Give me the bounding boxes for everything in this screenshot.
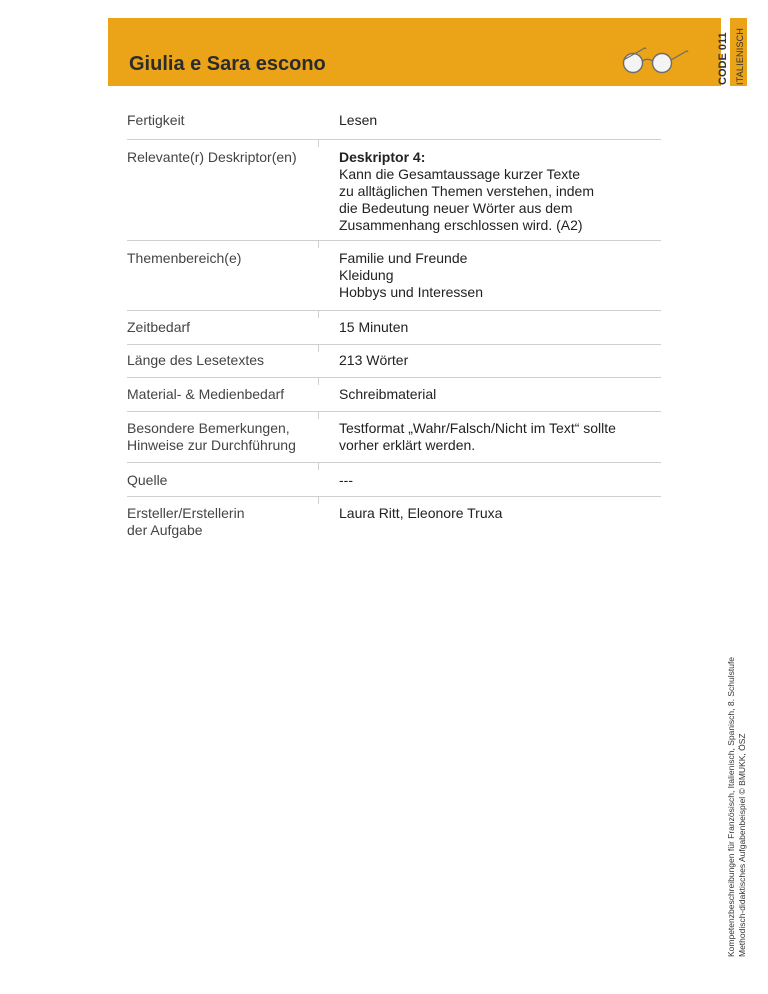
- row-divider: [127, 377, 661, 386]
- row-divider: [127, 462, 661, 471]
- row-label: Quelle: [127, 472, 168, 488]
- row-label: Ersteller/Erstellerin der Aufgabe: [127, 505, 245, 538]
- row-label: Besondere Bemerkungen, Hinweise zur Durchführung: [127, 420, 296, 453]
- footer-line-2: Methodisch-didaktisches Aufgabenbeispiel © BMUKK, ÖSZ: [737, 733, 747, 957]
- row-value: Schreibmaterial: [339, 386, 437, 402]
- row-divider: [127, 411, 661, 420]
- row-divider: [127, 310, 661, 319]
- header-banner: [108, 18, 721, 86]
- row-value: 15 Minuten: [339, 319, 409, 335]
- code-label: CODE 011: [717, 32, 729, 85]
- row-value: ---: [339, 472, 353, 488]
- row-value: Laura Ritt, Eleonore Truxa: [339, 505, 503, 521]
- row-value: 213 Wörter: [339, 352, 409, 368]
- descriptor-heading: Deskriptor 4:: [339, 149, 426, 165]
- row-label: Relevante(r) Deskriptor(en): [127, 149, 297, 165]
- row-value: Deskriptor 4: Kann die Gesamtaussage kurzer Texte zu alltäglichen Themen verstehen, indem die Bedeutung neuer Wörter aus dem Zusammenhang erschlossen wird. (A2): [339, 149, 661, 234]
- page-title: Giulia e Sara escono: [129, 53, 326, 75]
- row-divider: [127, 496, 661, 505]
- row-value: Testformat „Wahr/Falsch/Nicht im Text“ sollte vorher erklärt werden.: [339, 420, 616, 453]
- glasses-icon: [611, 42, 721, 82]
- row-value: Familie und Freunde Kleidung Hobbys und Interessen: [339, 250, 483, 300]
- row-divider: [127, 139, 661, 148]
- row-label: Länge des Lesetextes: [127, 352, 264, 368]
- row-divider: [127, 240, 661, 249]
- row-label: Zeitbedarf: [127, 319, 191, 335]
- row-label: Themenbereich(e): [127, 250, 242, 266]
- row-label: Material- & Medienbedarf: [127, 386, 285, 402]
- row-value: Lesen: [339, 112, 378, 128]
- row-label: Fertigkeit: [127, 112, 185, 128]
- footer-line-1: Kompetenzbeschreibungen für Französisch, Italienisch, Spanisch, 8. Schulstufe: [726, 656, 736, 957]
- language-label: ITALIENISCH: [735, 27, 745, 85]
